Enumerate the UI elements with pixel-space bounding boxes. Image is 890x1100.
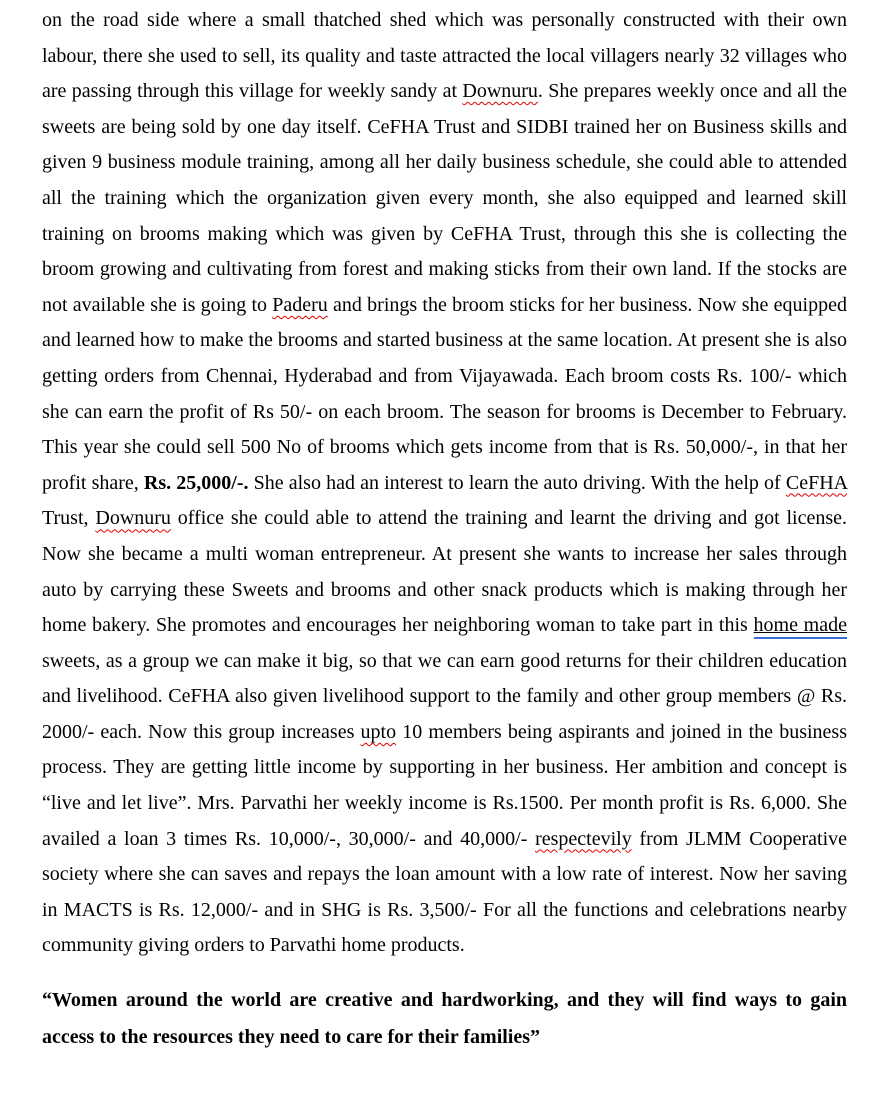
- text-run-misspell: Downuru: [462, 80, 538, 103]
- text-run: sweets, as a group we can make it big, so that we can earn good returns for their children education and livelihood. CeFHA also given livelihood support to the family and other group members @ Rs. 2000/- each. Now this group increases: [42, 649, 847, 743]
- text-run-misspell: Paderu: [272, 293, 328, 316]
- text-run-bold: Rs. 25,000/-.: [143, 471, 249, 494]
- text-run-grammar: home made: [754, 614, 847, 639]
- text-run: 10 members being aspirants and joined in the business process. They are getting little income by supporting in her business. Her ambition and concept is “live and let live”. Mrs. Parvathi her weekly income is Rs.1500. Per month profit is Rs. 6,000. She availed a loan 3 times Rs. 10,000/-, 30,000/- and 40,000/-: [42, 720, 847, 850]
- text-run-misspell: Downuru: [95, 507, 171, 530]
- closing-quote: “Women around the world are creative and hardworking, and they will find ways to gain access to the resources they need to care for their families”: [42, 989, 847, 1048]
- text-run: from JLMM Cooperative society where she can saves and repays the loan amount with a low rate of interest. Now her saving in MACTS is Rs. 12,000/- and in SHG is Rs. 3,500/- For all the functions and celebrations nearby community giving orders to Parvathi home products.: [42, 827, 847, 957]
- text-run-misspell: CeFHA: [785, 471, 847, 494]
- text-run: She also had an interest to learn the auto driving. With the help of: [248, 471, 786, 494]
- text-run-misspell: upto: [360, 720, 397, 743]
- text-run: and brings the broom sticks for her business. Now she equipped and learned how to make the brooms and started business at the same location. At present she is also getting orders from Chennai, Hyderabad and from Vijayawada. Each broom costs Rs. 100/- which she can earn the profit of Rs 50/- on each broom. The season for brooms is December to February. This year she could sell 500 No of brooms which gets income from that is Rs. 50,000/-, in that her profit share,: [42, 293, 847, 494]
- text-run: Trust,: [42, 507, 96, 530]
- text-run: on the road side where a small thatched shed which was personally constructed with their own labour, there she used to sell, its quality and taste attracted the local villagers nearly 32 villages who are passing through this village for weekly sandy at: [42, 9, 847, 103]
- story-paragraph: [42, 3, 847, 964]
- text-run-misspell: respectevily: [535, 827, 632, 850]
- text-run: . She prepares weekly once and all the sweets are being sold by one day itself. CeFHA Trust and SIDBI trained her on Business skills and given 9 business module training, among all her daily business schedule, she could able to attended all the training which the organization given every month, she also equipped and learned skill training on brooms making which was given by CeFHA Trust, through this she is collecting the broom growing and cultivating from forest and making sticks from their own land. If the stocks are not available she is going to: [42, 80, 847, 316]
- text-run: office she could able to attend the training and learnt the driving and got license. Now she became a multi woman entrepreneur. At present she wants to increase her sales through auto by carrying these Sweets and brooms and other snack products which is making through her home bakery. She promotes and encourages her neighboring woman to take part in this: [42, 507, 848, 637]
